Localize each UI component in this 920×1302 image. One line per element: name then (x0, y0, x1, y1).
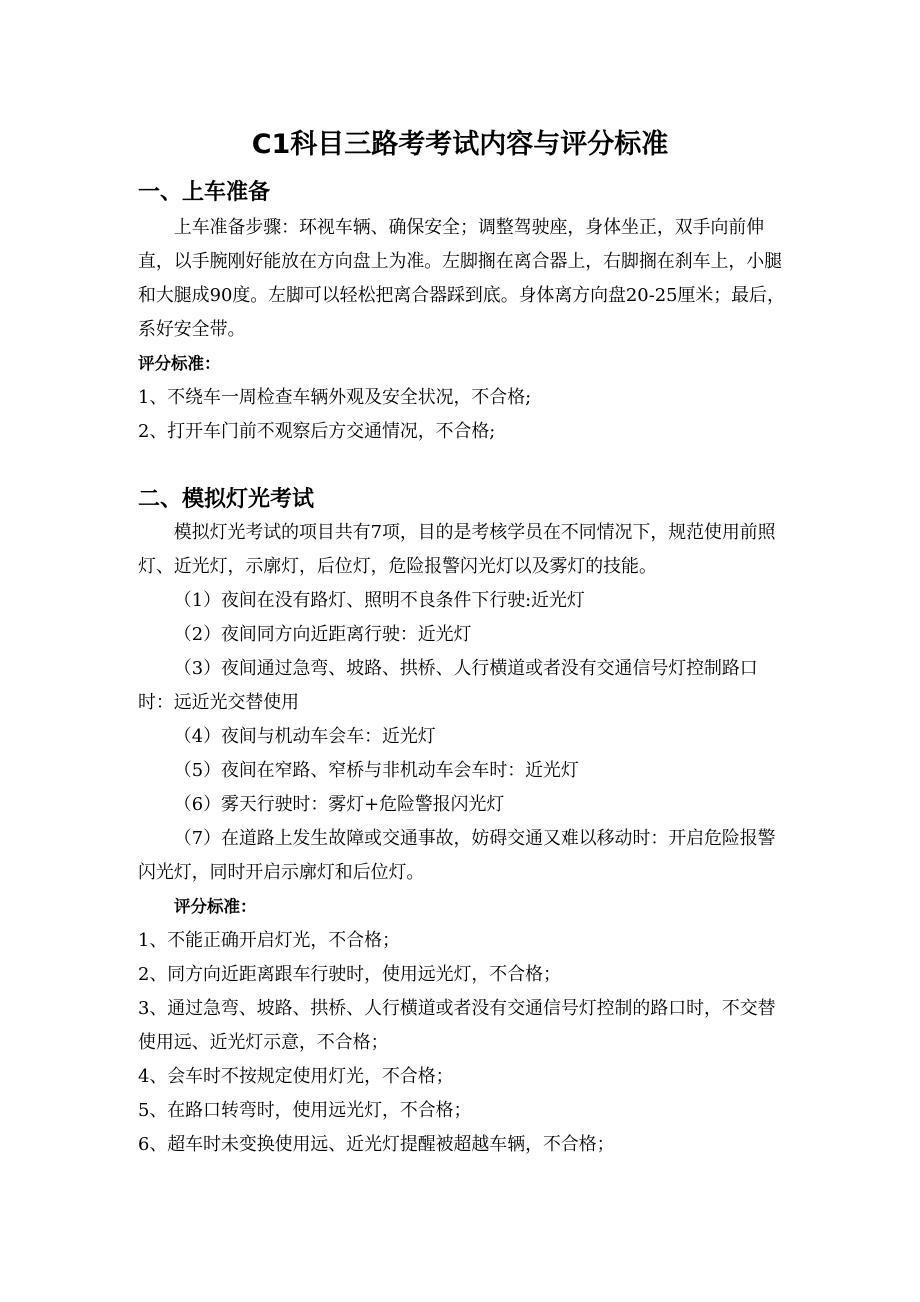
light-item: （5）夜间在窄路、窄桥与非机动车会车时：近光灯 (173, 760, 579, 781)
light-item: （4）夜间与机动车会车：近光灯 (173, 726, 436, 747)
light-item: （7）在道路上发生故障或交通事故，妨碍交通又难以移动时：开启危险报警闪光灯，同时开启示廓灯和后位灯。 (138, 828, 776, 883)
section-lights (138, 516, 788, 1162)
criteria-item: 6、超车时未变换使用远、近光灯提醒被超越车辆，不合格； (138, 1134, 615, 1155)
light-item: （6）雾天行驶时：雾灯+危险警报闪光灯 (173, 794, 505, 815)
document-title: C1科目三路考考试内容与评分标准 (251, 129, 669, 160)
light-item: （1）夜间在没有路灯、照明不良条件下行驶:近光灯 (173, 590, 585, 611)
criteria-item: 4、会车时不按规定使用灯光，不合格； (138, 1066, 454, 1087)
section-boarding (138, 211, 788, 449)
criteria-item: 1、不能正确开启灯光，不合格； (138, 930, 400, 951)
lights-paragraph: 模拟灯光考试的项目共有7项，目的是考核学员在不同情况下，规范使用前照灯、近光灯，示廓灯，后位灯，危险报警闪光灯以及雾灯的技能。 (138, 522, 776, 577)
criteria-item: 2、打开车门前不观察后方交通情况，不合格; (138, 421, 496, 442)
light-item: （2）夜间同方向近距离行驶：近光灯 (173, 624, 472, 645)
criteria-label: 评分标准： (174, 897, 257, 916)
criteria-item: 1、不绕车一周检查车辆外观及安全状况，不合格; (138, 387, 532, 408)
criteria-item: 3、通过急弯、坡路、拱桥、人行横道或者没有交通信号灯控制的路口时，不交替使用远、近光灯示意，不合格； (138, 998, 776, 1053)
section-heading-lights: 二、模拟灯光考试 (138, 487, 315, 512)
criteria-item: 5、在路口转弯时，使用远光灯，不合格； (138, 1100, 472, 1121)
light-item: （3）夜间通过急弯、坡路、拱桥、人行横道或者没有交通信号灯控制路口时：远近光交替使用 (138, 658, 758, 713)
criteria-item: 2、同方向近距离跟车行驶时，使用远光灯，不合格； (138, 964, 561, 985)
criteria-label: 评分标准： (138, 354, 221, 373)
boarding-paragraph: 上车准备步骤：环视车辆、确保安全；调整驾驶座，身体坐正，双手向前伸直，以手腕刚好能放在方向盘上为准。左脚搁在离合器上，右脚搁在刹车上，小腿和大腿成90度。左脚可以轻松把离合器踩到底。身体离方向盘20-25厘米；最后，系好安全带。 (138, 217, 785, 340)
section-heading-boarding: 一、上车准备 (138, 180, 271, 205)
